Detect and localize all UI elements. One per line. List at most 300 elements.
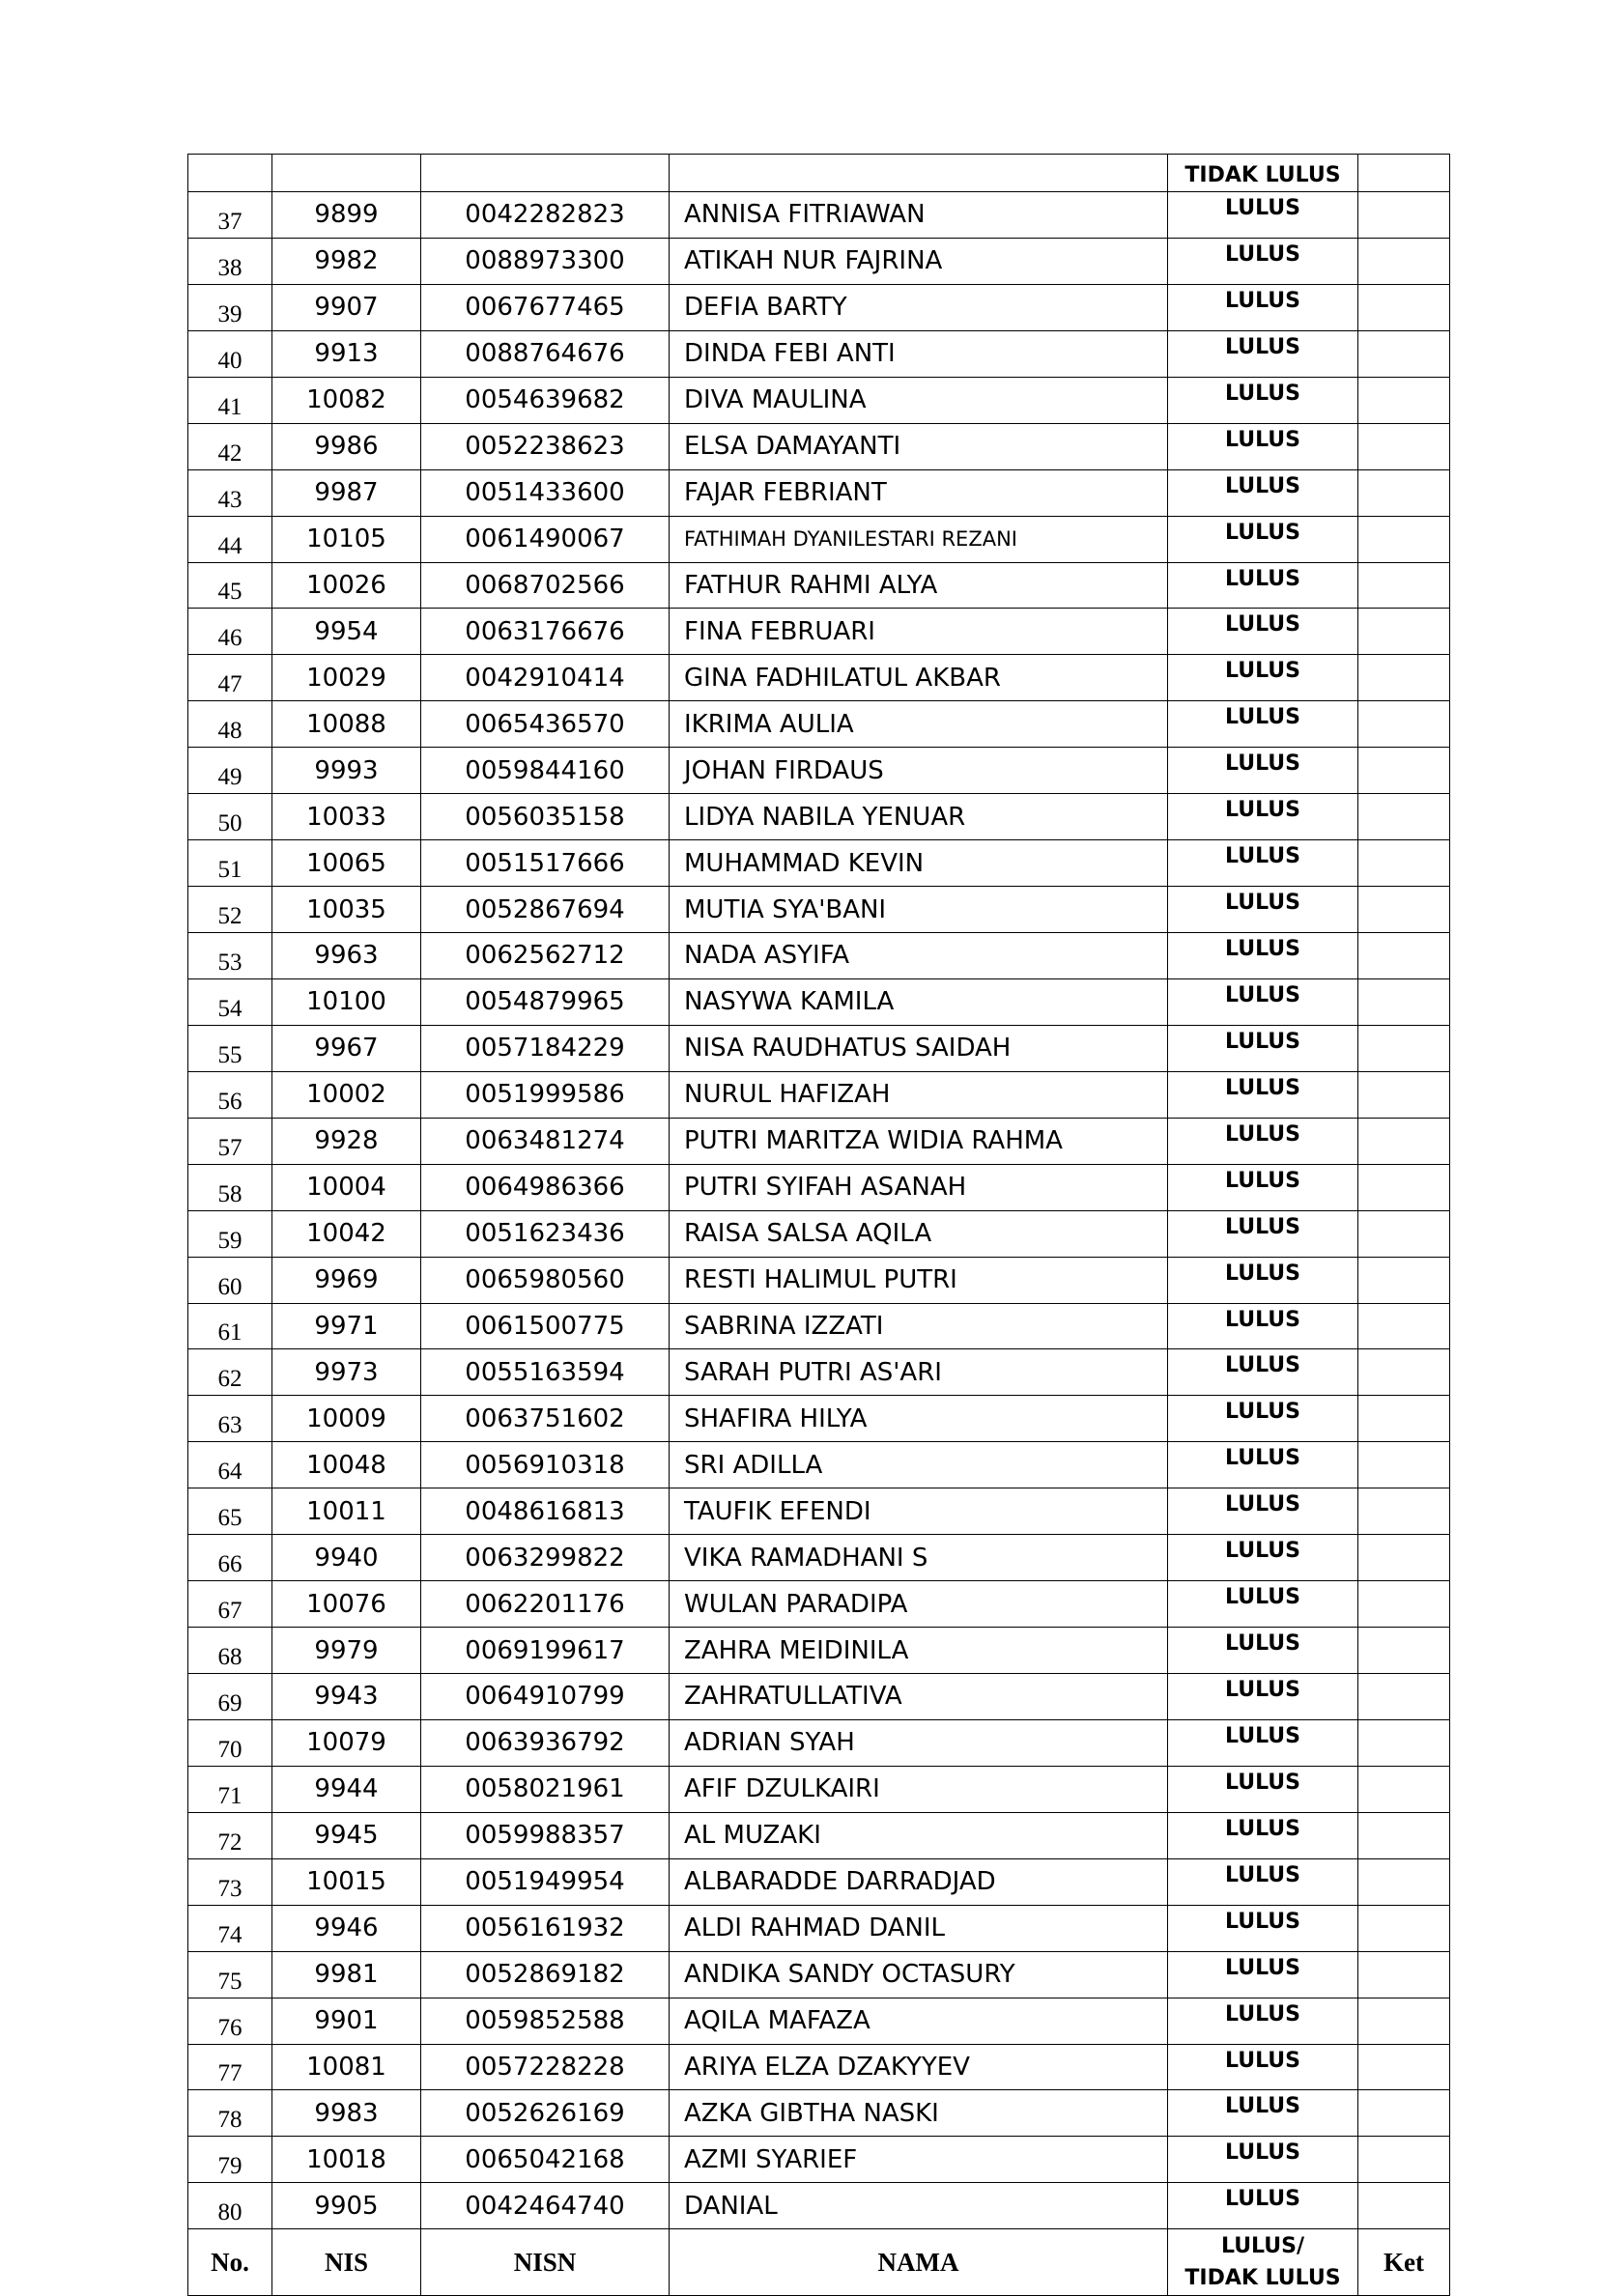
cell-status: LULUS — [1168, 1719, 1358, 1766]
cell-nama: PUTRI SYIFAH ASANAH — [670, 1164, 1168, 1210]
table-row — [188, 887, 1450, 933]
table-row — [188, 655, 1450, 701]
cell-no: 49 — [188, 748, 272, 794]
table-row — [188, 284, 1450, 330]
cell-nama: IKRIMA AULIA — [670, 701, 1168, 748]
cell-nisn: 0065042168 — [421, 2137, 670, 2183]
cell-ket — [1358, 1257, 1450, 1303]
cell-status: LULUS — [1168, 2044, 1358, 2090]
cell-status: LULUS — [1168, 562, 1358, 609]
cell-no: 67 — [188, 1581, 272, 1628]
cell-nama: FINA FEBRUARI — [670, 609, 1168, 655]
cell-no: 39 — [188, 284, 272, 330]
header-nis: NIS — [272, 2229, 421, 2296]
table-row — [188, 933, 1450, 979]
cell-status: LULUS — [1168, 1905, 1358, 1951]
cell-ket — [1358, 155, 1450, 192]
cell-ket — [1358, 423, 1450, 469]
cell-status: LULUS — [1168, 377, 1358, 423]
cell-no: 43 — [188, 469, 272, 516]
cell-ket — [1358, 1719, 1450, 1766]
cell-nama: SRI ADILLA — [670, 1442, 1168, 1488]
cell-nama: AL MUZAKI — [670, 1812, 1168, 1858]
carry-over-row — [188, 155, 1450, 192]
cell-nama: LIDYA NABILA YENUAR — [670, 794, 1168, 840]
cell-nisn: 0061490067 — [421, 516, 670, 562]
cell-ket — [1358, 1488, 1450, 1535]
cell-ket — [1358, 1905, 1450, 1951]
cell-status: LULUS — [1168, 1488, 1358, 1535]
cell-nama: SHAFIRA HILYA — [670, 1396, 1168, 1442]
table-row — [188, 1488, 1450, 1535]
cell-ket — [1358, 2090, 1450, 2137]
cell-nis: 10004 — [272, 1164, 421, 1210]
cell-no: 41 — [188, 377, 272, 423]
table-row — [188, 1719, 1450, 1766]
cell-nis: 9973 — [272, 1349, 421, 1396]
cell-nama: DANIAL — [670, 2183, 1168, 2229]
cell-ket — [1358, 1674, 1450, 1720]
cell-no: 74 — [188, 1905, 272, 1951]
cell-ket — [1358, 1812, 1450, 1858]
cell-nisn: 0052867694 — [421, 887, 670, 933]
cell-status: LULUS — [1168, 1303, 1358, 1349]
cell-ket — [1358, 1535, 1450, 1581]
cell-status: LULUS — [1168, 284, 1358, 330]
cell-status: LULUS — [1168, 469, 1358, 516]
cell-nisn: 0065436570 — [421, 701, 670, 748]
cell-status: LULUS — [1168, 1071, 1358, 1118]
cell-no: 64 — [188, 1442, 272, 1488]
cell-nisn: 0051623436 — [421, 1210, 670, 1257]
cell-no: 38 — [188, 238, 272, 284]
cell-no: 47 — [188, 655, 272, 701]
cell-nama: VIKA RAMADHANI S — [670, 1535, 1168, 1581]
cell-nisn: 0052626169 — [421, 2090, 670, 2137]
cell-status: LULUS — [1168, 1210, 1358, 1257]
cell-status: LULUS — [1168, 516, 1358, 562]
header-status-line1: LULUS/ — [1220, 2234, 1305, 2259]
cell-no: 54 — [188, 978, 272, 1025]
cell-nisn: 0088764676 — [421, 330, 670, 377]
table-body — [188, 155, 1450, 2229]
table-row — [188, 978, 1450, 1025]
cell-no: 76 — [188, 1998, 272, 2044]
cell-no: 73 — [188, 1858, 272, 1905]
cell-nisn: 0042910414 — [421, 655, 670, 701]
cell-no: 75 — [188, 1951, 272, 1998]
cell-no: 68 — [188, 1628, 272, 1674]
cell-nama: NISA RAUDHATUS SAIDAH — [670, 1025, 1168, 1071]
cell-nis: 10042 — [272, 1210, 421, 1257]
cell-nis: 9901 — [272, 1998, 421, 2044]
table-row — [188, 1442, 1450, 1488]
cell-nisn: 0052869182 — [421, 1951, 670, 1998]
cell-nama: PUTRI MARITZA WIDIA RAHMA — [670, 1118, 1168, 1164]
cell-status: LULUS — [1168, 2183, 1358, 2229]
table-row — [188, 192, 1450, 239]
cell-status: LULUS — [1168, 330, 1358, 377]
cell-no: 71 — [188, 1766, 272, 1812]
cell-nis: 9946 — [272, 1905, 421, 1951]
cell-status: LULUS — [1168, 748, 1358, 794]
cell-nisn: 0067677465 — [421, 284, 670, 330]
cell-ket — [1358, 887, 1450, 933]
cell-status: LULUS — [1168, 887, 1358, 933]
cell-nis: 10088 — [272, 701, 421, 748]
header-status-line2: TIDAK LULUS — [1184, 2266, 1341, 2291]
cell-no: 61 — [188, 1303, 272, 1349]
cell-nis: 9981 — [272, 1951, 421, 1998]
cell-nama: ZAHRA MEIDINILA — [670, 1628, 1168, 1674]
cell-no: 48 — [188, 701, 272, 748]
cell-nisn: 0056910318 — [421, 1442, 670, 1488]
cell-ket — [1358, 794, 1450, 840]
cell-status: LULUS — [1168, 1766, 1358, 1812]
cell-nisn: 0059844160 — [421, 748, 670, 794]
cell-nama: ANNISA FITRIAWAN — [670, 192, 1168, 239]
cell-no: 42 — [188, 423, 272, 469]
cell-status: LULUS — [1168, 794, 1358, 840]
cell-nisn: 0057184229 — [421, 1025, 670, 1071]
cell-no: 51 — [188, 840, 272, 887]
cell-nis: 10033 — [272, 794, 421, 840]
cell-nisn: 0051949954 — [421, 1858, 670, 1905]
table-row — [188, 562, 1450, 609]
cell-nis: 9913 — [272, 330, 421, 377]
cell-status: LULUS — [1168, 701, 1358, 748]
cell-nis: 10082 — [272, 377, 421, 423]
table-row — [188, 1396, 1450, 1442]
cell-nisn: 0069199617 — [421, 1628, 670, 1674]
table-row — [188, 423, 1450, 469]
cell-no: 57 — [188, 1118, 272, 1164]
cell-nisn: 0048616813 — [421, 1488, 670, 1535]
cell-no: 55 — [188, 1025, 272, 1071]
cell-nis: 9969 — [272, 1257, 421, 1303]
cell-nama: NASYWA KAMILA — [670, 978, 1168, 1025]
cell-nis: 10048 — [272, 1442, 421, 1488]
header-status — [1168, 2229, 1358, 2296]
cell-status: LULUS — [1168, 1951, 1358, 1998]
cell-nisn: 0065980560 — [421, 1257, 670, 1303]
table-row — [188, 1674, 1450, 1720]
cell-nama: AFIF DZULKAIRI — [670, 1766, 1168, 1812]
table-row — [188, 840, 1450, 887]
cell-nisn: 0063299822 — [421, 1535, 670, 1581]
cell-nama: AQILA MAFAZA — [670, 1998, 1168, 2044]
cell-nis: 10100 — [272, 978, 421, 1025]
table-row — [188, 238, 1450, 284]
header-nama: NAMA — [670, 2229, 1168, 2296]
cell-nis: 10002 — [272, 1071, 421, 1118]
header-nisn: NISN — [421, 2229, 670, 2296]
cell-ket — [1358, 192, 1450, 239]
cell-nis: 10029 — [272, 655, 421, 701]
cell-ket — [1358, 1118, 1450, 1164]
cell-status: LULUS — [1168, 1858, 1358, 1905]
cell-ket — [1358, 1303, 1450, 1349]
cell-nis: 9987 — [272, 469, 421, 516]
cell-nama: ATIKAH NUR FAJRINA — [670, 238, 1168, 284]
cell-nama: RAISA SALSA AQILA — [670, 1210, 1168, 1257]
cell-nis: 9928 — [272, 1118, 421, 1164]
graduation-results-table — [187, 154, 1450, 2296]
cell-ket — [1358, 1442, 1450, 1488]
cell-nis: 9982 — [272, 238, 421, 284]
cell-nama: JOHAN FIRDAUS — [670, 748, 1168, 794]
cell-no: 44 — [188, 516, 272, 562]
cell-nama: DEFIA BARTY — [670, 284, 1168, 330]
cell-nama: ADRIAN SYAH — [670, 1719, 1168, 1766]
cell-nama — [670, 155, 1168, 192]
cell-ket — [1358, 1628, 1450, 1674]
table-row — [188, 1303, 1450, 1349]
cell-nis: 9944 — [272, 1766, 421, 1812]
cell-nis: 9943 — [272, 1674, 421, 1720]
cell-status: LULUS — [1168, 1812, 1358, 1858]
cell-ket — [1358, 840, 1450, 887]
cell-status: LULUS — [1168, 1257, 1358, 1303]
cell-no: 45 — [188, 562, 272, 609]
cell-no: 65 — [188, 1488, 272, 1535]
cell-nis: 9971 — [272, 1303, 421, 1349]
cell-status: LULUS — [1168, 840, 1358, 887]
cell-status: LULUS — [1168, 238, 1358, 284]
cell-no: 78 — [188, 2090, 272, 2137]
cell-nama: NADA ASYIFA — [670, 933, 1168, 979]
cell-status: LULUS — [1168, 423, 1358, 469]
cell-ket — [1358, 1210, 1450, 1257]
cell-nama: DINDA FEBI ANTI — [670, 330, 1168, 377]
cell-status: LULUS — [1168, 1025, 1358, 1071]
cell-nama: TAUFIK EFENDI — [670, 1488, 1168, 1535]
table-row — [188, 1905, 1450, 1951]
cell-nisn: 0054639682 — [421, 377, 670, 423]
table-row — [188, 1071, 1450, 1118]
cell-nama: ZAHRATULLATIVA — [670, 1674, 1168, 1720]
cell-ket — [1358, 1349, 1450, 1396]
cell-no: 80 — [188, 2183, 272, 2229]
cell-no: 72 — [188, 1812, 272, 1858]
table-row — [188, 1025, 1450, 1071]
cell-ket — [1358, 701, 1450, 748]
cell-no — [188, 155, 272, 192]
column-header-row — [188, 2229, 1450, 2296]
table-row — [188, 1581, 1450, 1628]
cell-status: LULUS — [1168, 1535, 1358, 1581]
cell-ket — [1358, 1581, 1450, 1628]
cell-ket — [1358, 1858, 1450, 1905]
cell-nisn: 0057228228 — [421, 2044, 670, 2090]
table-row — [188, 1858, 1450, 1905]
table-row — [188, 330, 1450, 377]
cell-ket — [1358, 1951, 1450, 1998]
cell-nis: 9963 — [272, 933, 421, 979]
cell-ket — [1358, 2137, 1450, 2183]
cell-nis: 10065 — [272, 840, 421, 887]
cell-nis: 10026 — [272, 562, 421, 609]
cell-ket — [1358, 2183, 1450, 2229]
cell-no: 56 — [188, 1071, 272, 1118]
cell-status: LULUS — [1168, 655, 1358, 701]
cell-nis: 10009 — [272, 1396, 421, 1442]
header-ket: Ket — [1358, 2229, 1450, 2296]
cell-nisn: 0051517666 — [421, 840, 670, 887]
cell-no: 59 — [188, 1210, 272, 1257]
cell-nama: SARAH PUTRI AS'ARI — [670, 1349, 1168, 1396]
table-row — [188, 1349, 1450, 1396]
table-row — [188, 1210, 1450, 1257]
cell-nama: SABRINA IZZATI — [670, 1303, 1168, 1349]
cell-no: 52 — [188, 887, 272, 933]
cell-nisn: 0059852588 — [421, 1998, 670, 2044]
cell-nama: FATHUR RAHMI ALYA — [670, 562, 1168, 609]
cell-no: 69 — [188, 1674, 272, 1720]
cell-nisn: 0088973300 — [421, 238, 670, 284]
cell-nama: WULAN PARADIPA — [670, 1581, 1168, 1628]
cell-nama: ARIYA ELZA DZAKYYEV — [670, 2044, 1168, 2090]
cell-nis: 10011 — [272, 1488, 421, 1535]
table-row — [188, 1535, 1450, 1581]
cell-ket — [1358, 655, 1450, 701]
table-row — [188, 1951, 1450, 1998]
cell-nisn: 0042464740 — [421, 2183, 670, 2229]
cell-nisn: 0051999586 — [421, 1071, 670, 1118]
cell-ket — [1358, 469, 1450, 516]
cell-nisn: 0056161932 — [421, 1905, 670, 1951]
table-row — [188, 609, 1450, 655]
cell-nisn: 0063481274 — [421, 1118, 670, 1164]
cell-nis: 9905 — [272, 2183, 421, 2229]
cell-nisn: 0063751602 — [421, 1396, 670, 1442]
cell-ket — [1358, 1025, 1450, 1071]
cell-nisn: 0063176676 — [421, 609, 670, 655]
cell-nis: 10076 — [272, 1581, 421, 1628]
cell-nis: 9907 — [272, 284, 421, 330]
cell-ket — [1358, 1998, 1450, 2044]
table-row — [188, 1998, 1450, 2044]
cell-ket — [1358, 1396, 1450, 1442]
cell-no: 53 — [188, 933, 272, 979]
cell-status: LULUS — [1168, 192, 1358, 239]
cell-nis: 9979 — [272, 1628, 421, 1674]
cell-status: LULUS — [1168, 1674, 1358, 1720]
table-row — [188, 2137, 1450, 2183]
cell-no: 46 — [188, 609, 272, 655]
cell-no: 66 — [188, 1535, 272, 1581]
cell-nama: FATHIMAH DYANILESTARI REZANI — [670, 516, 1168, 562]
cell-nis: 9993 — [272, 748, 421, 794]
cell-nisn: 0042282823 — [421, 192, 670, 239]
cell-ket — [1358, 238, 1450, 284]
cell-status: LULUS — [1168, 2137, 1358, 2183]
cell-nama: MUTIA SYA'BANI — [670, 887, 1168, 933]
table-row — [188, 2044, 1450, 2090]
cell-nisn: 0058021961 — [421, 1766, 670, 1812]
cell-nama: MUHAMMAD KEVIN — [670, 840, 1168, 887]
cell-nis: 9967 — [272, 1025, 421, 1071]
table-row — [188, 1164, 1450, 1210]
cell-ket — [1358, 284, 1450, 330]
cell-no: 79 — [188, 2137, 272, 2183]
cell-no: 77 — [188, 2044, 272, 2090]
cell-nisn: 0059988357 — [421, 1812, 670, 1858]
cell-status: TIDAK LULUS — [1168, 155, 1358, 192]
table-row — [188, 701, 1450, 748]
cell-nama: ELSA DAMAYANTI — [670, 423, 1168, 469]
cell-no: 70 — [188, 1719, 272, 1766]
cell-status: LULUS — [1168, 978, 1358, 1025]
table-row — [188, 1766, 1450, 1812]
cell-nisn: 0062562712 — [421, 933, 670, 979]
cell-nisn: 0052238623 — [421, 423, 670, 469]
cell-no: 50 — [188, 794, 272, 840]
cell-nisn: 0068702566 — [421, 562, 670, 609]
cell-nama: ANDIKA SANDY OCTASURY — [670, 1951, 1168, 1998]
cell-ket — [1358, 2044, 1450, 2090]
cell-ket — [1358, 609, 1450, 655]
cell-status: LULUS — [1168, 1581, 1358, 1628]
cell-nis: 9899 — [272, 192, 421, 239]
cell-nisn: 0051433600 — [421, 469, 670, 516]
cell-nisn — [421, 155, 670, 192]
cell-status: LULUS — [1168, 1998, 1358, 2044]
table-row — [188, 1118, 1450, 1164]
cell-ket — [1358, 377, 1450, 423]
cell-no: 37 — [188, 192, 272, 239]
cell-nisn: 0063936792 — [421, 1719, 670, 1766]
cell-nisn: 0054879965 — [421, 978, 670, 1025]
cell-ket — [1358, 516, 1450, 562]
cell-no: 40 — [188, 330, 272, 377]
cell-nis: 9940 — [272, 1535, 421, 1581]
cell-ket — [1358, 1164, 1450, 1210]
cell-nisn: 0061500775 — [421, 1303, 670, 1349]
cell-ket — [1358, 748, 1450, 794]
cell-nama: FAJAR FEBRIANT — [670, 469, 1168, 516]
cell-nis: 9986 — [272, 423, 421, 469]
cell-ket — [1358, 1766, 1450, 1812]
cell-nama: ALBARADDE DARRADJAD — [670, 1858, 1168, 1905]
cell-status: LULUS — [1168, 1349, 1358, 1396]
cell-no: 58 — [188, 1164, 272, 1210]
cell-ket — [1358, 562, 1450, 609]
cell-ket — [1358, 330, 1450, 377]
cell-nis: 10081 — [272, 2044, 421, 2090]
cell-nisn: 0056035158 — [421, 794, 670, 840]
cell-no: 63 — [188, 1396, 272, 1442]
cell-nisn: 0055163594 — [421, 1349, 670, 1396]
table-row — [188, 2090, 1450, 2137]
cell-status: LULUS — [1168, 1118, 1358, 1164]
table-row — [188, 516, 1450, 562]
cell-nis: 9945 — [272, 1812, 421, 1858]
table-row — [188, 1257, 1450, 1303]
table-row — [188, 469, 1450, 516]
cell-status: LULUS — [1168, 933, 1358, 979]
cell-status: LULUS — [1168, 1628, 1358, 1674]
cell-nis: 10105 — [272, 516, 421, 562]
cell-nisn: 0062201176 — [421, 1581, 670, 1628]
cell-status: LULUS — [1168, 609, 1358, 655]
cell-nama: GINA FADHILATUL AKBAR — [670, 655, 1168, 701]
cell-nama: ALDI RAHMAD DANIL — [670, 1905, 1168, 1951]
cell-nis: 10018 — [272, 2137, 421, 2183]
cell-ket — [1358, 1071, 1450, 1118]
cell-status: LULUS — [1168, 1442, 1358, 1488]
cell-status: LULUS — [1168, 1396, 1358, 1442]
